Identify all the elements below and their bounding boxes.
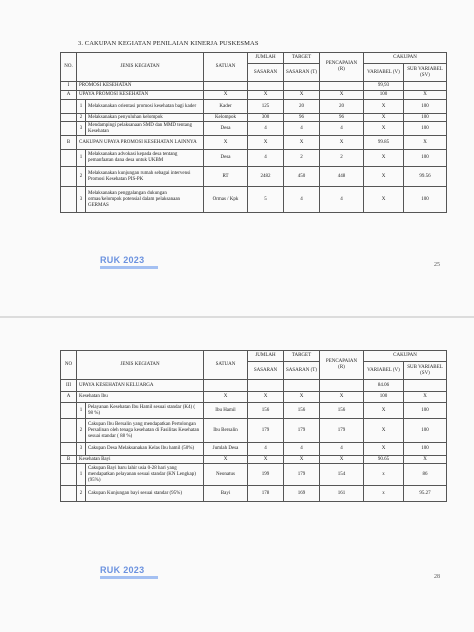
section-heading: 3. CAKUPAN KEGIATAN PENILAIAN KINERJA PUSKESMAS xyxy=(78,40,259,47)
kinerja-table-2 xyxy=(60,350,447,502)
variabel-cell: X xyxy=(364,443,404,456)
target-cell: 179 xyxy=(284,419,320,443)
target-cell: 2 xyxy=(284,150,320,167)
variabel-cell: 100 xyxy=(364,392,404,403)
sub-variabel-cell xyxy=(404,380,447,392)
pencapaian-cell: 4 xyxy=(320,443,364,456)
sub-number-cell: 3 xyxy=(77,122,86,136)
table-row xyxy=(61,150,447,167)
pencapaian-cell: 161 xyxy=(320,486,364,502)
ruk-logo-text: RUK 2023 xyxy=(100,565,145,575)
ruk-logo xyxy=(100,566,158,580)
row-number-cell xyxy=(61,464,77,486)
target-cell: 450 xyxy=(284,167,320,187)
variabel-cell: 99.85 xyxy=(364,136,404,150)
sub-number-cell: 2 xyxy=(77,419,86,443)
satuan-cell: RT xyxy=(204,167,248,187)
col-jenis: JENIS KEGIATAN xyxy=(77,351,204,380)
col-satuan: SATUAN xyxy=(204,53,248,82)
satuan-cell: Desa xyxy=(204,150,248,167)
satuan-cell xyxy=(204,82,248,91)
ruk-logo-text: RUK 2023 xyxy=(100,255,145,265)
target-cell: 156 xyxy=(284,403,320,419)
activity-cell: PROMOSI KESEHATAN xyxy=(77,82,204,91)
table-row xyxy=(61,82,447,91)
col-target: SASARAN (T) xyxy=(284,362,320,380)
sasaran-cell: X xyxy=(248,456,284,464)
target-cell: 4 xyxy=(284,187,320,213)
row-number-cell xyxy=(61,114,77,122)
pencapaian-cell xyxy=(320,82,364,91)
table-row xyxy=(61,403,447,419)
row-number-cell xyxy=(61,187,77,213)
sasaran-cell: 179 xyxy=(248,419,284,443)
pencapaian-cell: 4 xyxy=(320,187,364,213)
target-cell: 20 xyxy=(284,100,320,114)
sub-variabel-cell: 99.56 xyxy=(404,167,447,187)
row-number-cell xyxy=(61,100,77,114)
sasaran-cell: 178 xyxy=(248,486,284,502)
col-target: SASARAN (T) xyxy=(284,64,320,82)
sub-variabel-cell: 100 xyxy=(404,114,447,122)
sasaran-cell: X xyxy=(248,392,284,403)
sub-variabel-cell: X xyxy=(404,91,447,100)
row-number-cell xyxy=(61,419,77,443)
activity-cell: Kesehatan Bayi xyxy=(77,456,204,464)
col-no: NO. xyxy=(61,53,77,82)
satuan-cell: Neonatus xyxy=(204,464,248,486)
activity-cell: Kesehatan Ibu xyxy=(77,392,204,403)
sub-variabel-cell: X xyxy=(404,136,447,150)
ruk-logo-bar xyxy=(100,576,158,579)
activity-cell: Melaksanakan penyuluhan kelompok xyxy=(86,114,204,122)
satuan-cell: Jumlah Desa xyxy=(204,443,248,456)
pencapaian-cell: 179 xyxy=(320,419,364,443)
sasaran-cell: 300 xyxy=(248,114,284,122)
pencapaian-cell: 154 xyxy=(320,464,364,486)
col-target-top: TARGET xyxy=(284,351,320,362)
row-number-cell: B xyxy=(61,456,77,464)
satuan-cell: X xyxy=(204,136,248,150)
col-pencapaian: PENCAPAIAN (R) xyxy=(320,351,364,380)
target-cell: 96 xyxy=(284,114,320,122)
satuan-cell: X xyxy=(204,456,248,464)
sasaran-cell xyxy=(248,82,284,91)
col-sub-variabel: SUB VARIABEL (SV) xyxy=(404,64,447,82)
row-number-cell xyxy=(61,167,77,187)
sasaran-cell: 125 xyxy=(248,100,284,114)
satuan-cell: X xyxy=(204,91,248,100)
variabel-cell: X xyxy=(364,100,404,114)
col-jenis: JENIS KEGIATAN xyxy=(77,53,204,82)
col-no: NO xyxy=(61,351,77,380)
col-cakupan: CAKUPAN xyxy=(364,351,447,362)
sub-variabel-cell: 100 xyxy=(404,150,447,167)
variabel-cell: x xyxy=(364,486,404,502)
col-jumlah-top: JUMLAH xyxy=(248,53,284,64)
col-variabel: VARIABEL (V) xyxy=(364,362,404,380)
satuan-cell: Ormas / Kpk xyxy=(204,187,248,213)
variabel-cell: X xyxy=(364,403,404,419)
satuan-cell: Ibu Hamil xyxy=(204,403,248,419)
row-number-cell: B xyxy=(61,136,77,150)
col-jumlah-top: JUMLAH xyxy=(248,351,284,362)
row-number-cell: I xyxy=(61,82,77,91)
variabel-cell: X xyxy=(364,150,404,167)
sub-variabel-cell: 100 xyxy=(404,100,447,114)
sasaran-cell: 199 xyxy=(248,464,284,486)
pencapaian-cell: X xyxy=(320,136,364,150)
sub-number-cell: 1 xyxy=(77,150,86,167)
activity-cell: CAKUPAN UPAYA PROMOSI KESEHATAN LAINNYA xyxy=(77,136,204,150)
document-page-2 xyxy=(0,318,474,632)
ruk-logo xyxy=(100,256,158,270)
activity-cell: Melaksanakan penggalangan dukungan ormas/kelompok potensial dalam pelaksanaan GERMAS xyxy=(86,187,204,213)
satuan-cell: Kelompok xyxy=(204,114,248,122)
sub-number-cell: 3 xyxy=(77,443,86,456)
table-row xyxy=(61,114,447,122)
table-row xyxy=(61,486,447,502)
col-variabel: VARIABEL (V) xyxy=(364,64,404,82)
ruk-logo-bar xyxy=(100,266,158,269)
activity-cell: Pelayanan Kesehatan Ibu Hamil sesuai standar (K4) ( 98 %) xyxy=(86,403,204,419)
activity-cell: Melaksanakan orientasi promosi kesehatan bagi kader xyxy=(86,100,204,114)
row-number-cell xyxy=(61,403,77,419)
activity-cell: Cakupan Bayi baru lahir usia 0-28 hari yang mendapatkan pelayanan sesuai standar (KN Lengkap) (95%) xyxy=(86,464,204,486)
sasaran-cell: X xyxy=(248,136,284,150)
variabel-cell: X xyxy=(364,122,404,136)
activity-cell: Mendampingi pelaksanaan SMD dan MMD tentang Kesehatan xyxy=(86,122,204,136)
sub-number-cell: 2 xyxy=(77,167,86,187)
sub-variabel-cell xyxy=(404,82,447,91)
target-cell: 169 xyxy=(284,486,320,502)
target-cell: 179 xyxy=(284,464,320,486)
row-number-cell: A xyxy=(61,392,77,403)
target-cell: 4 xyxy=(284,443,320,456)
satuan-cell: Desa xyxy=(204,122,248,136)
pencapaian-cell: 20 xyxy=(320,100,364,114)
sub-variabel-cell: X xyxy=(404,392,447,403)
row-number-cell xyxy=(61,443,77,456)
page-number: 25 xyxy=(434,262,440,268)
activity-cell: Melaksanakan kunjungan rumah sebagai intervensi Promosi Kesehatan PIS-PK xyxy=(86,167,204,187)
sub-number-cell: 3 xyxy=(77,187,86,213)
satuan-cell: Ibu Bersalin xyxy=(204,419,248,443)
target-cell: 4 xyxy=(284,122,320,136)
sasaran-cell: X xyxy=(248,91,284,100)
sasaran-cell: 4 xyxy=(248,443,284,456)
sasaran-cell: 156 xyxy=(248,403,284,419)
col-jumlah: SASARAN xyxy=(248,64,284,82)
activity-cell: Melaksanakan advokasi kepada desa tentang pemanfaatan dana desa untuk UKBM xyxy=(86,150,204,167)
pencapaian-cell: 2 xyxy=(320,150,364,167)
row-number-cell xyxy=(61,122,77,136)
table-row xyxy=(61,136,447,150)
sasaran-cell: 2482 xyxy=(248,167,284,187)
row-number-cell xyxy=(61,486,77,502)
col-target-top: TARGET xyxy=(284,53,320,64)
variabel-cell: 100 xyxy=(364,91,404,100)
col-pencapaian: PENCAPAIAN (R) xyxy=(320,53,364,82)
satuan-cell: X xyxy=(204,392,248,403)
satuan-cell: Bayi xyxy=(204,486,248,502)
activity-cell: Cakupan Desa Melaksanakan Kelas Ibu hamil (50%) xyxy=(86,443,204,456)
sasaran-cell: 4 xyxy=(248,150,284,167)
pencapaian-cell: 96 xyxy=(320,114,364,122)
variabel-cell: 99,93 xyxy=(364,82,404,91)
activity-cell: UPAYA KESEHATAN KELUARGA xyxy=(77,380,204,392)
col-jumlah: SASARAN xyxy=(248,362,284,380)
col-sub-variabel: SUB VARIABEL (SV) xyxy=(404,362,447,380)
kinerja-table-1 xyxy=(60,52,447,213)
sub-variabel-cell: 100 xyxy=(404,187,447,213)
sub-variabel-cell: X xyxy=(404,456,447,464)
variabel-cell: X xyxy=(364,167,404,187)
pencapaian-cell xyxy=(320,380,364,392)
table-row xyxy=(61,443,447,456)
sub-number-cell: 2 xyxy=(77,114,86,122)
sub-variabel-cell: 95.27 xyxy=(404,486,447,502)
pencapaian-cell: 4 xyxy=(320,122,364,136)
table-row xyxy=(61,187,447,213)
row-number-cell xyxy=(61,150,77,167)
col-satuan: SATUAN xyxy=(204,351,248,380)
pencapaian-cell: X xyxy=(320,91,364,100)
sasaran-cell: 5 xyxy=(248,187,284,213)
sub-variabel-cell: 86 xyxy=(404,464,447,486)
pencapaian-cell: X xyxy=(320,456,364,464)
sub-number-cell: 2 xyxy=(77,486,86,502)
target-cell xyxy=(284,82,320,91)
sub-variabel-cell: 100 xyxy=(404,122,447,136)
col-cakupan: CAKUPAN xyxy=(364,53,447,64)
sasaran-cell: 4 xyxy=(248,122,284,136)
target-cell xyxy=(284,380,320,392)
table-row xyxy=(61,167,447,187)
row-number-cell: III xyxy=(61,380,77,392)
target-cell: X xyxy=(284,91,320,100)
sub-number-cell: 1 xyxy=(77,100,86,114)
pencapaian-cell: 448 xyxy=(320,167,364,187)
table-row xyxy=(61,380,447,392)
table-row xyxy=(61,464,447,486)
sub-number-cell: 1 xyxy=(77,403,86,419)
activity-cell: Cakupan Kunjungan bayi sesuai standar (95%) xyxy=(86,486,204,502)
table-row xyxy=(61,456,447,464)
sub-variabel-cell: 100 xyxy=(404,419,447,443)
variabel-cell: X xyxy=(364,187,404,213)
sub-variabel-cell: 100 xyxy=(404,403,447,419)
activity-cell: UPAYA PROMOSI KESEHATAN xyxy=(77,91,204,100)
pencapaian-cell: 156 xyxy=(320,403,364,419)
table-row xyxy=(61,392,447,403)
table-row xyxy=(61,100,447,114)
variabel-cell: 84.06 xyxy=(364,380,404,392)
row-number-cell: A xyxy=(61,91,77,100)
table-row xyxy=(61,91,447,100)
satuan-cell: Kader xyxy=(204,100,248,114)
variabel-cell: X xyxy=(364,114,404,122)
variabel-cell: x xyxy=(364,464,404,486)
table-row xyxy=(61,419,447,443)
sub-number-cell: 1 xyxy=(77,464,86,486)
variabel-cell: 90.65 xyxy=(364,456,404,464)
target-cell: X xyxy=(284,456,320,464)
target-cell: X xyxy=(284,136,320,150)
sub-variabel-cell: 100 xyxy=(404,443,447,456)
satuan-cell xyxy=(204,380,248,392)
pencapaian-cell: X xyxy=(320,392,364,403)
sasaran-cell xyxy=(248,380,284,392)
page-number: 28 xyxy=(434,574,440,580)
variabel-cell: X xyxy=(364,419,404,443)
table-row xyxy=(61,122,447,136)
target-cell: X xyxy=(284,392,320,403)
activity-cell: Cakupan Ibu Bersalin yang mendapatkan Pertolongan Persalinan oleh tenaga kesehatan di Fasilitas Kesehatan sesuai standar ( 88 %) xyxy=(86,419,204,443)
